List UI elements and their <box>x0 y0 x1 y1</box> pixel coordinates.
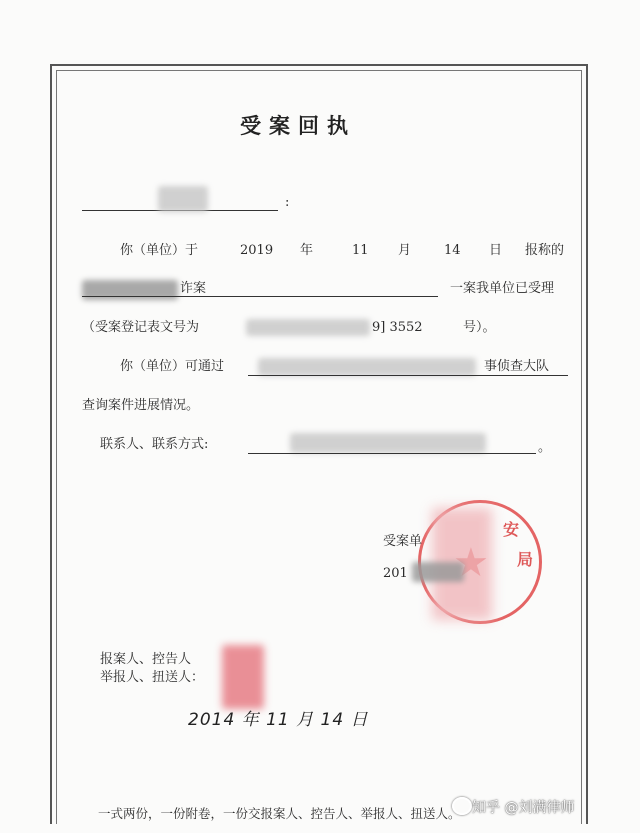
doc-number-tail: 9] 3552 <box>372 320 423 335</box>
redacted-case-name <box>82 280 178 300</box>
line1-prefix: 你（单位）于 <box>120 243 199 258</box>
receiver-label: 受案单 <box>383 534 423 549</box>
report-year: 2019 <box>240 243 274 258</box>
day-unit: 日 <box>489 243 503 258</box>
zhihu-logo-icon <box>452 797 472 815</box>
month-unit: 月 <box>398 243 412 258</box>
line3-suffix: 号）。 <box>463 320 496 335</box>
redacted-doc-number <box>246 319 370 336</box>
contact-line <box>248 453 536 454</box>
case-accepted-text: 一案我单位已受理 <box>450 281 555 296</box>
document-title: 受案回执 <box>240 113 356 138</box>
handwritten-date: 2014 年 11 月 14 日 <box>188 710 369 730</box>
department-suffix: 事侦查大队 <box>484 359 550 374</box>
footer-note: 一式两份，一份附卷，一份交报案人、控告人、举报人、扭送人。 <box>98 806 461 821</box>
report-day: 14 <box>444 243 461 258</box>
contact-end: 。 <box>538 440 552 455</box>
case-name-line <box>82 296 438 297</box>
salutation-colon: : <box>285 195 290 210</box>
line1-suffix: 报称的 <box>525 243 565 258</box>
case-name-suffix: 诈案 <box>180 281 207 296</box>
line3-prefix: （受案登记表文号为 <box>82 320 200 335</box>
redacted-department <box>258 358 476 376</box>
receiver-date-prefix: 201 <box>383 566 408 581</box>
contact-label: 联系人、联系方式: <box>100 437 209 452</box>
reporter-label-2: 举报人、扭送人： <box>100 670 205 685</box>
seal-char-1: 安 <box>503 520 520 539</box>
redacted-contact <box>290 433 486 453</box>
report-month: 11 <box>352 243 369 258</box>
line4-prefix: 你（单位）可通过 <box>120 359 225 374</box>
year-unit: 年 <box>300 243 314 258</box>
reporter-label-1: 报案人、控告人 <box>100 652 192 667</box>
line5-text: 查询案件进展情况。 <box>82 398 200 413</box>
redacted-addressee <box>158 186 208 212</box>
redacted-receiver-date <box>412 562 464 582</box>
department-line <box>248 375 568 376</box>
watermark: 知乎 @刘满律师 <box>472 800 575 816</box>
redacted-signature <box>222 645 264 709</box>
seal-char-2: 局 <box>517 550 534 569</box>
